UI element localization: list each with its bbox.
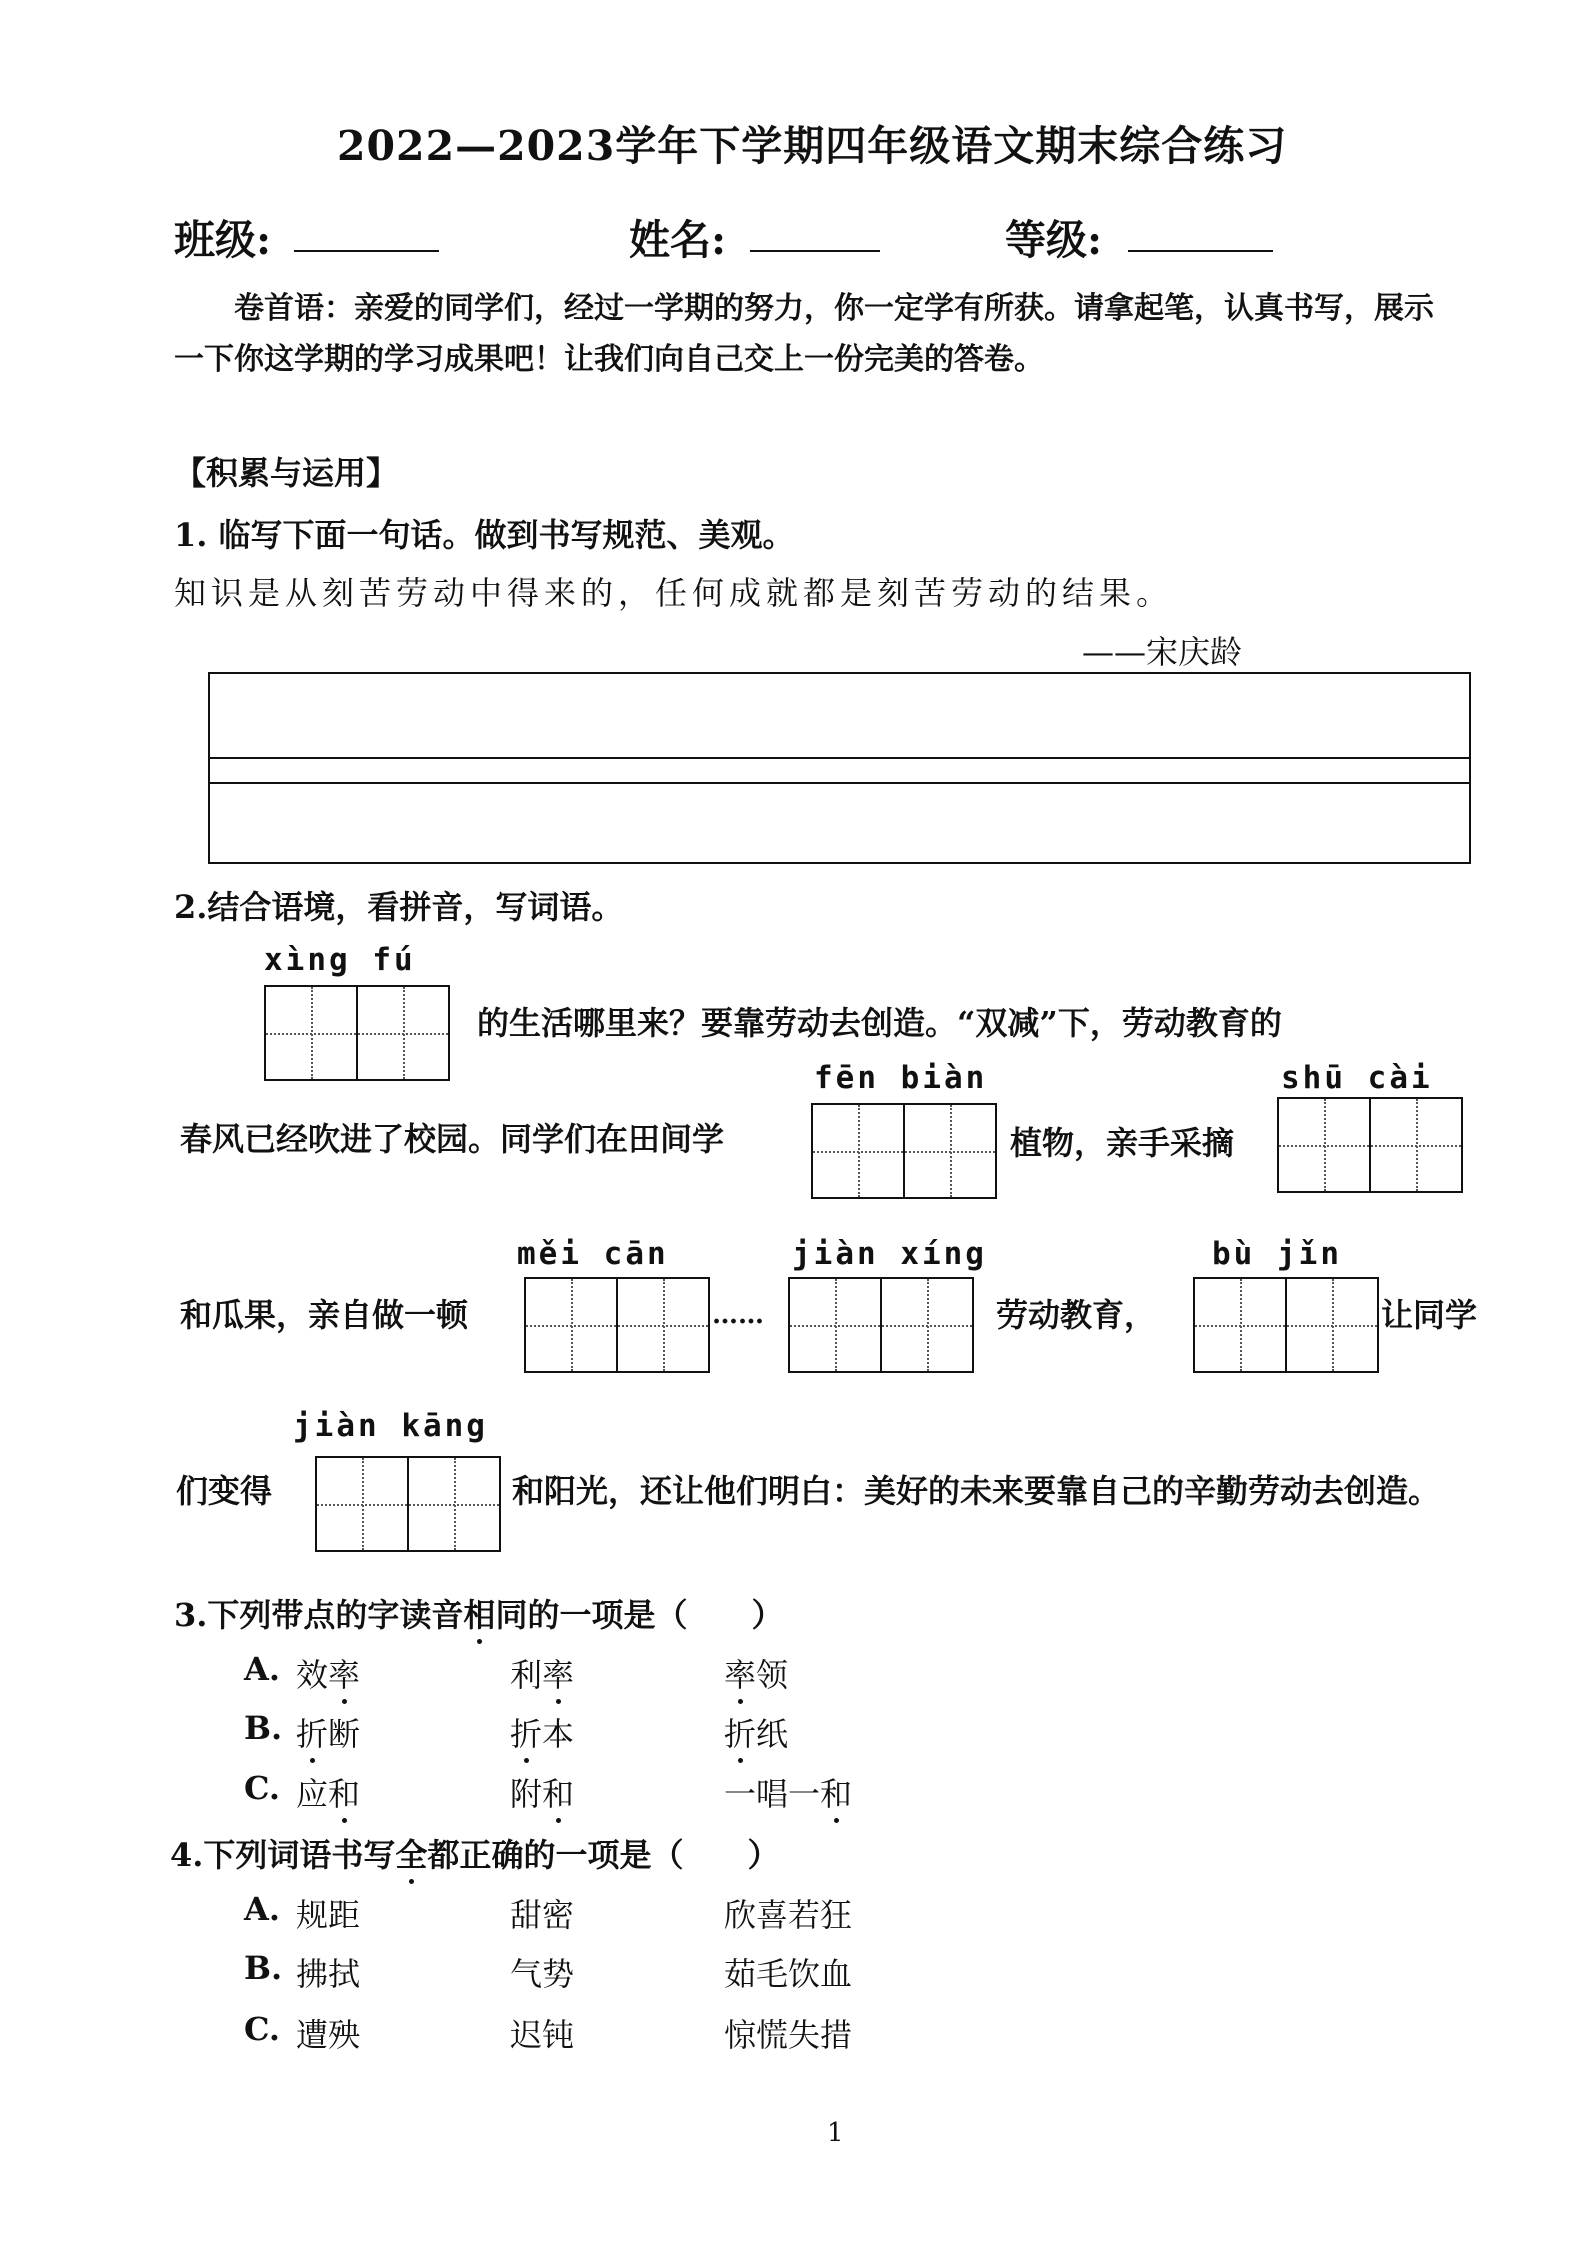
q2-text-7: 让同学: [1381, 1296, 1478, 1334]
q3-option-b-word-2: 折本: [510, 1709, 574, 1755]
pinyin-meican: měi cān: [517, 1236, 669, 1272]
q4-option-c-word-3: 惊慌失措: [724, 2016, 853, 2054]
grade-blank[interactable]: [1128, 250, 1273, 252]
pinyin-shucai: shū cài: [1281, 1060, 1433, 1096]
q2-text-2: 春风已经吹进了校园。同学们在田间学: [180, 1120, 725, 1158]
answer-grid-jianxing[interactable]: [788, 1277, 974, 1373]
answer-grid-shucai[interactable]: [1277, 1097, 1463, 1193]
q4-dotted-char: 全: [395, 1830, 427, 1876]
answer-grid-fenbian[interactable]: [811, 1103, 997, 1199]
q4-option-c-label: C.: [244, 2010, 281, 2048]
q2-text-8: 们变得: [176, 1472, 273, 1510]
q2-text-3: 植物，亲手采摘: [1010, 1124, 1235, 1162]
pinyin-bujin: bù jǐn: [1212, 1236, 1342, 1272]
q4-option-a-word-2: 甜密: [510, 1896, 575, 1934]
pinyin-jianxing: jiàn xíng: [792, 1236, 987, 1272]
name-blank[interactable]: [750, 250, 880, 252]
section-heading: 【积累与运用】: [174, 454, 399, 492]
q2-text-9: 和阳光，还让他们明白：美好的未来要靠自己的辛勤劳动去创造。: [512, 1472, 1441, 1510]
q3-option-b-label: B.: [244, 1709, 283, 1747]
page-number: 1: [827, 2118, 844, 2148]
q3-dotted-char: 相: [463, 1590, 495, 1636]
q3-option-a-word-3: 率领: [724, 1650, 788, 1696]
q3-option-a-word-2: 利率: [510, 1650, 574, 1696]
grade-label: 等级:: [1005, 216, 1103, 264]
pinyin-xingfu: xìng fú: [264, 942, 416, 978]
name-label: 姓名:: [629, 216, 727, 264]
q3-option-c-word-2: 附和: [510, 1769, 574, 1815]
answer-grid-xingfu[interactable]: [264, 985, 450, 1081]
class-blank[interactable]: [294, 250, 439, 252]
page-title: 2022—2023学年下学期四年级语文期末综合练习: [337, 122, 1288, 170]
q3-option-b-word-1: 折断: [296, 1709, 360, 1755]
q1-sentence: 知识是从刻苦劳动中得来的，任何成就都是刻苦劳动的结果。: [174, 574, 1174, 612]
answer-grid-meican[interactable]: [524, 1277, 710, 1373]
q2-text-1: 的生活哪里来？要靠劳动去创造。“双减”下，劳动教育的: [477, 1004, 1282, 1042]
q3-option-a-word-1: 效率: [296, 1650, 360, 1696]
pinyin-jiankang: jiàn kāng: [293, 1408, 488, 1444]
q3-option-c-label: C.: [244, 1769, 281, 1807]
copy-writing-box[interactable]: [208, 672, 1471, 864]
q4-option-a-label: A.: [244, 1890, 280, 1928]
q3-option-c-word-1: 应和: [296, 1769, 360, 1815]
answer-grid-bujin[interactable]: [1193, 1277, 1379, 1373]
copy-box-rule-1: [210, 757, 1469, 759]
q1-author: ——宋庆龄: [1082, 633, 1243, 671]
preface-line-1: 卷首语：亲爱的同学们，经过一学期的努力，你一定学有所获。请拿起笔，认真书写，展示: [234, 291, 1434, 326]
q2-ellipsis: ……: [712, 1300, 764, 1330]
q1-prompt: 1. 临写下面一句话。做到书写规范、美观。: [174, 516, 795, 554]
q4-option-b-word-2: 气势: [510, 1955, 575, 1993]
q2-prompt: 2.结合语境，看拼音，写词语。: [174, 888, 624, 926]
q4-prompt: 4.下列词语书写全都正确的一项是（ ）: [170, 1830, 779, 1876]
q4-option-a-word-3: 欣喜若狂: [724, 1896, 853, 1934]
class-label: 班级:: [174, 216, 272, 264]
q3-option-c-word-3: 一唱一和: [724, 1769, 852, 1815]
q4-option-b-word-3: 茹毛饮血: [724, 1955, 853, 1993]
q4-option-a-word-1: 规距: [296, 1896, 361, 1934]
q3-option-a-label: A.: [244, 1650, 280, 1688]
copy-box-rule-2: [210, 782, 1469, 784]
preface-line-2: 一下你这学期的学习成果吧！让我们向自己交上一份完美的答卷。: [174, 342, 1044, 377]
q2-text-6: 劳动教育，: [996, 1296, 1157, 1334]
q4-option-c-word-2: 迟钝: [510, 2016, 575, 2054]
q3-option-b-word-3: 折纸: [724, 1709, 788, 1755]
q4-option-c-word-1: 遭殃: [296, 2016, 361, 2054]
answer-grid-jiankang[interactable]: [315, 1456, 501, 1552]
q2-text-4: 和瓜果，亲自做一顿: [180, 1296, 469, 1334]
q3-prompt: 3.下列带点的字读音相同的一项是（ ）: [174, 1590, 783, 1636]
q4-option-b-label: B.: [244, 1949, 283, 1987]
q4-option-b-word-1: 拂拭: [296, 1955, 361, 1993]
pinyin-fenbian: fēn biàn: [814, 1060, 988, 1096]
